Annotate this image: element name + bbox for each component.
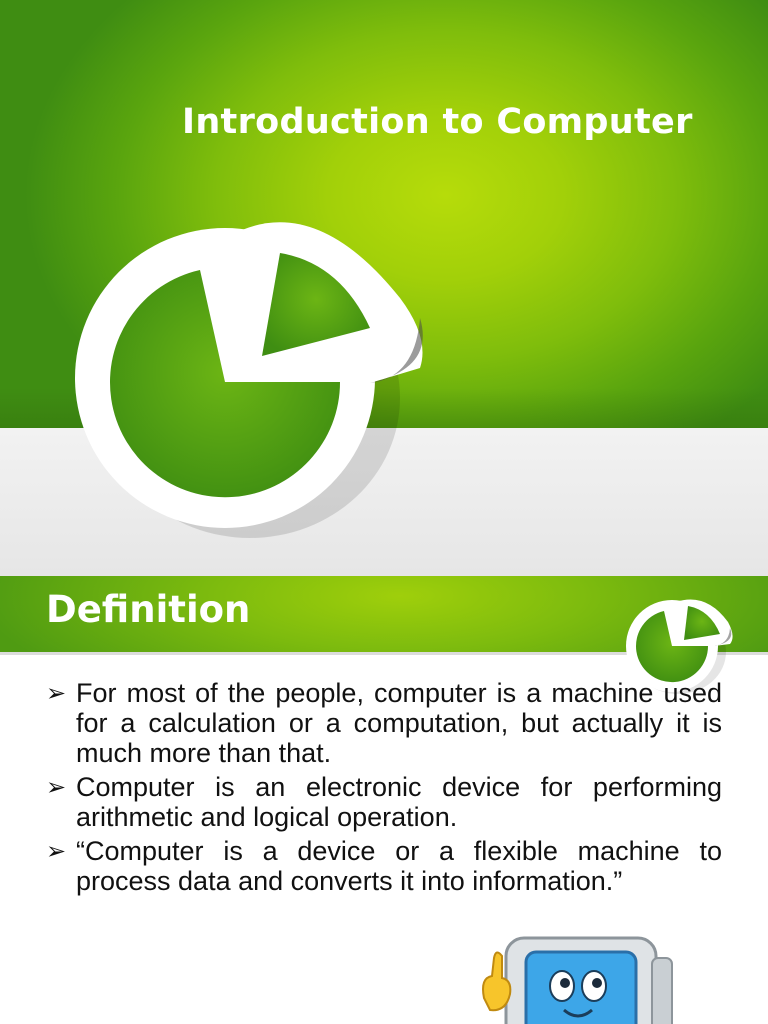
list-item — [46, 678, 722, 768]
slide-heading: Definition — [46, 588, 251, 631]
list-item — [46, 836, 722, 896]
bullet-text: “Computer is a device or a flexible machine to process data and converts it into information.” — [76, 836, 722, 896]
bullet-text: Computer is an electronic device for performing arithmetic and logical operation. — [76, 772, 722, 832]
definition-slide — [0, 576, 768, 1024]
list-item — [46, 772, 722, 832]
definition-bullet-list — [46, 678, 722, 900]
arrow-bullet-icon: ➢ — [46, 679, 67, 707]
pie-chart-icon — [70, 208, 440, 538]
bullet-text: For most of the people, computer is a machine used for a calculation or a computation, but actually it is much more than that. — [76, 678, 722, 768]
computer-mascot-icon — [466, 928, 698, 1024]
arrow-bullet-icon: ➢ — [46, 773, 67, 801]
arrow-bullet-icon: ➢ — [46, 837, 67, 865]
presentation-title: Introduction to Computer — [182, 102, 693, 142]
